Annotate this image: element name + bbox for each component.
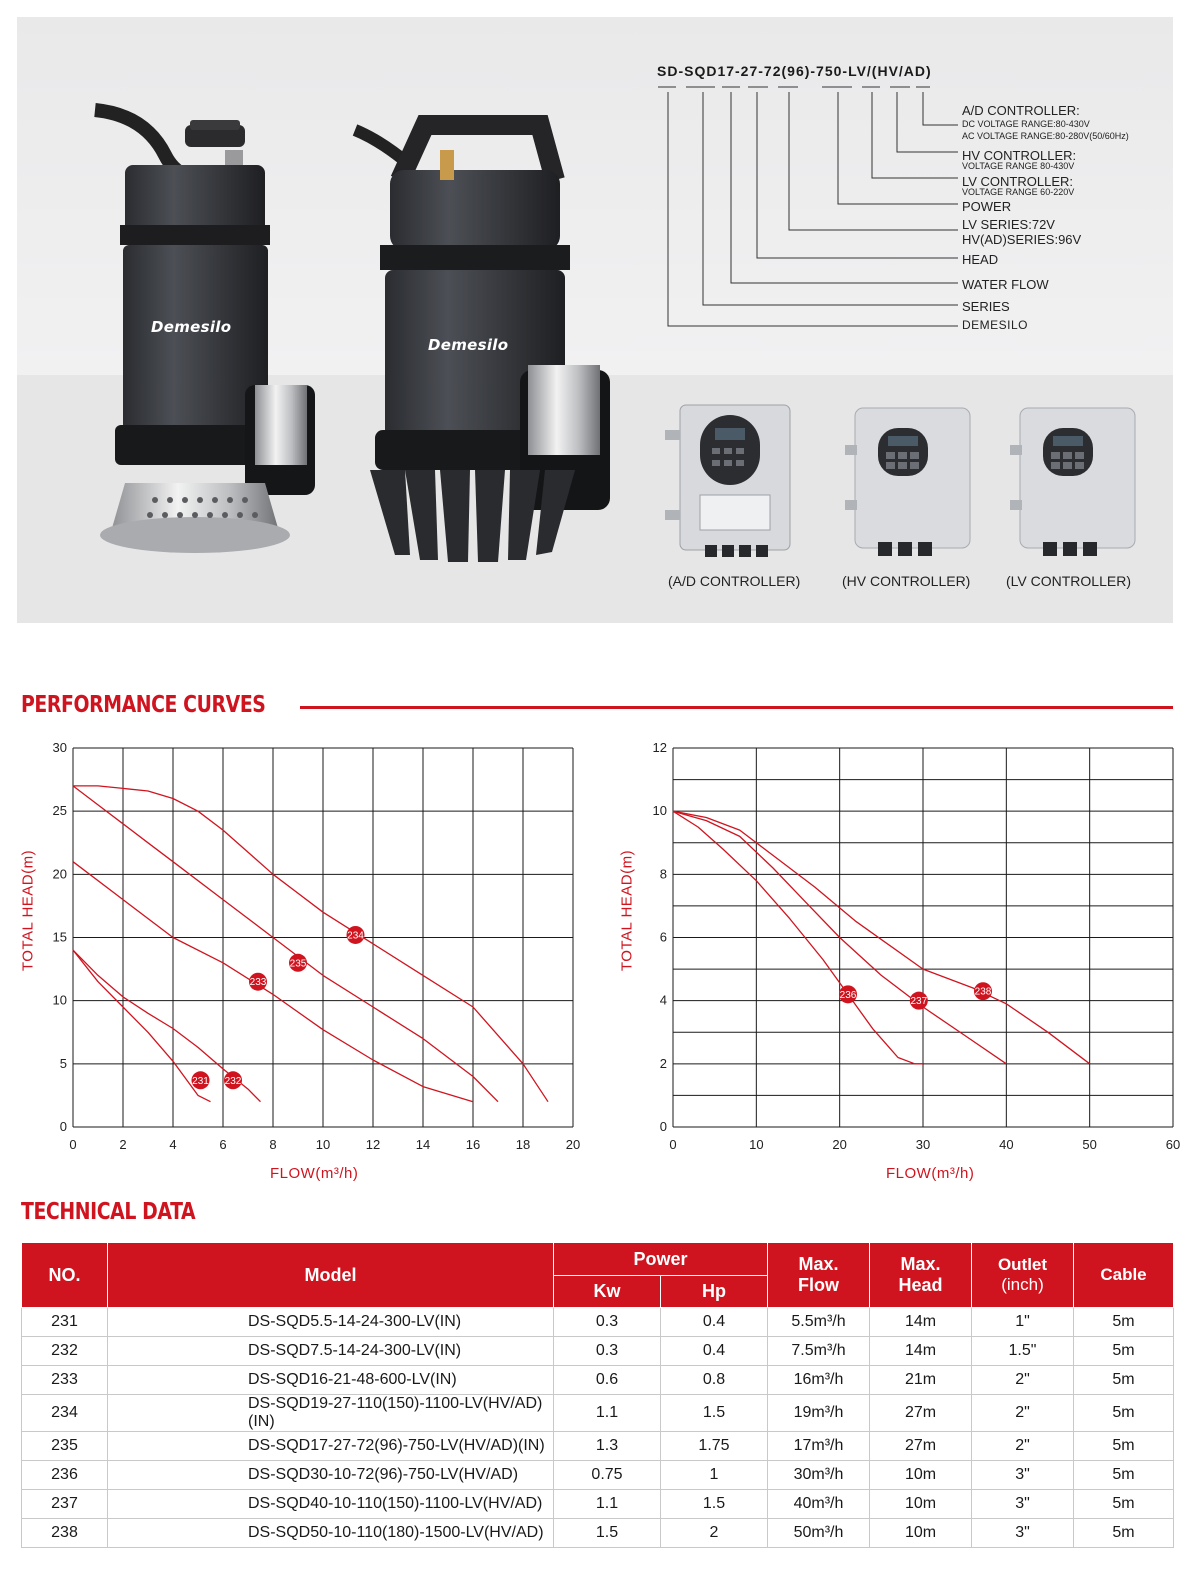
cell-model: DS-SQD30-10-72(96)-750-LV(HV/AD) <box>108 1461 554 1490</box>
y-tick-label: 5 <box>59 1055 67 1071</box>
cell-outlet: 2" <box>972 1432 1074 1461</box>
cell-model: DS-SQD5.5-14-24-300-LV(IN) <box>108 1308 554 1337</box>
cell-hp: 1.5 <box>661 1395 768 1432</box>
cell-outlet: 3" <box>972 1490 1074 1519</box>
y-tick-label: 4 <box>659 992 667 1008</box>
table-row <box>22 1519 1174 1548</box>
controller-label-ad: (A/D CONTROLLER) <box>668 573 801 589</box>
cell-cable: 5m <box>1074 1490 1174 1519</box>
x-tick-label: 4 <box>169 1137 177 1152</box>
controller-label-hv: (HV CONTROLLER) <box>842 573 971 589</box>
cell-flow: 19m³/h <box>768 1395 870 1432</box>
legend-lv-range: VOLTAGE RANGE 60-220V <box>962 187 1075 197</box>
cell-head: 10m <box>870 1461 972 1490</box>
cell-outlet: 3" <box>972 1519 1074 1548</box>
x-tick-label: 10 <box>749 1137 764 1152</box>
cell-kw: 0.75 <box>554 1461 661 1490</box>
cell-head: 27m <box>870 1395 972 1432</box>
cell-flow: 40m³/h <box>768 1490 870 1519</box>
cell-cable: 5m <box>1074 1461 1174 1490</box>
y-tick-label: 30 <box>52 740 67 755</box>
chart-left-xlabel: FLOW(m³/h) <box>270 1165 359 1182</box>
series-label-237: 237 <box>910 996 928 1008</box>
header-kw: Kw <box>554 1276 661 1308</box>
legend-demesilo: DEMESILO <box>962 318 1029 332</box>
header-max-head-line2: Head <box>898 1275 943 1295</box>
series-line-231 <box>73 950 211 1102</box>
chart-left-ylabel: TOTAL HEAD(m) <box>19 849 37 972</box>
cell-flow: 16m³/h <box>768 1366 870 1395</box>
y-tick-label: 15 <box>52 929 67 945</box>
cell-kw: 1.3 <box>554 1432 661 1461</box>
performance-chart-right <box>630 735 1190 1175</box>
cell-hp: 0.8 <box>661 1366 768 1395</box>
x-tick-label: 30 <box>915 1137 931 1152</box>
legend-ad-ac-range: AC VOLTAGE RANGE:80-280V(50/60Hz) <box>962 131 1129 141</box>
cell-kw: 0.3 <box>554 1308 661 1337</box>
cell-no: 238 <box>22 1519 108 1548</box>
legend-hv-controller: HV CONTROLLER: <box>962 148 1077 163</box>
legend-lv-controller: LV CONTROLLER: <box>962 174 1074 189</box>
table-row <box>22 1395 1174 1432</box>
y-tick-label: 2 <box>659 1055 667 1071</box>
cell-outlet: 1.5" <box>972 1337 1074 1366</box>
cell-head: 14m <box>870 1308 972 1337</box>
cell-hp: 1 <box>661 1461 768 1490</box>
cell-head: 21m <box>870 1366 972 1395</box>
cell-head: 27m <box>870 1432 972 1461</box>
x-tick-label: 0 <box>669 1137 677 1152</box>
legend-hv-series: HV(AD)SERIES:96V <box>962 232 1082 247</box>
y-tick-label: 0 <box>59 1119 67 1134</box>
cell-no: 237 <box>22 1490 108 1519</box>
x-tick-label: 14 <box>415 1137 431 1152</box>
cell-outlet: 2" <box>972 1366 1074 1395</box>
cell-hp: 2 <box>661 1519 768 1548</box>
cell-cable: 5m <box>1074 1366 1174 1395</box>
legend-hv-range: VOLTAGE RANGE 80-430V <box>962 161 1075 171</box>
x-tick-label: 8 <box>269 1137 277 1152</box>
y-tick-label: 10 <box>652 803 667 819</box>
x-tick-label: 0 <box>69 1137 77 1152</box>
technical-data-table <box>21 1242 1174 1548</box>
performance-curves-title: PERFORMANCE CURVES <box>21 692 266 718</box>
x-tick-label: 2 <box>119 1137 127 1152</box>
series-label-235: 235 <box>289 958 307 970</box>
legend-water-flow: WATER FLOW <box>962 277 1049 292</box>
cell-kw: 1.1 <box>554 1490 661 1519</box>
header-hp: Hp <box>661 1276 768 1308</box>
header-power: Power <box>554 1243 768 1276</box>
cell-cable: 5m <box>1074 1395 1174 1432</box>
controller-image-lv <box>1005 400 1145 560</box>
cell-model: DS-SQD16-21-48-600-LV(IN) <box>108 1366 554 1395</box>
cell-hp: 0.4 <box>661 1308 768 1337</box>
x-tick-label: 60 <box>1165 1137 1181 1152</box>
brand-logo-1: Demesilo <box>151 318 232 336</box>
y-tick-label: 25 <box>52 803 67 819</box>
header-model: Model <box>108 1243 554 1308</box>
cell-hp: 0.4 <box>661 1337 768 1366</box>
header-no: NO. <box>22 1243 108 1308</box>
header-outlet-line2: (inch) <box>1001 1275 1044 1294</box>
cell-model: DS-SQD50-10-110(180)-1500-LV(HV/AD) <box>108 1519 554 1548</box>
legend-series: SERIES <box>962 299 1010 314</box>
header-max-flow-line1: Max. <box>798 1254 839 1274</box>
section-divider <box>300 706 1173 709</box>
brand-logo-2: Demesilo <box>428 336 509 354</box>
header-max-head <box>870 1243 972 1308</box>
y-tick-label: 20 <box>52 866 67 882</box>
cell-no: 235 <box>22 1432 108 1461</box>
x-tick-label: 16 <box>465 1137 481 1152</box>
cell-cable: 5m <box>1074 1337 1174 1366</box>
table-row <box>22 1308 1174 1337</box>
table-row <box>22 1366 1174 1395</box>
table-row <box>22 1490 1174 1519</box>
controller-label-lv: (LV CONTROLLER) <box>1006 573 1131 589</box>
cell-flow: 50m³/h <box>768 1519 870 1548</box>
legend-ad-dc-range: DC VOLTAGE RANGE:80-430V <box>962 119 1090 129</box>
chart-right-xlabel: FLOW(m³/h) <box>886 1165 975 1182</box>
cell-model: DS-SQD19-27-110(150)-1100-LV(HV/AD)(IN) <box>108 1395 554 1432</box>
controller-image-hv <box>840 400 980 560</box>
table-row <box>22 1461 1174 1490</box>
series-label-234: 234 <box>347 930 364 942</box>
y-tick-label: 6 <box>659 929 667 945</box>
cell-cable: 5m <box>1074 1519 1174 1548</box>
cell-cable: 5m <box>1074 1308 1174 1337</box>
x-tick-label: 18 <box>515 1137 531 1152</box>
cell-no: 236 <box>22 1461 108 1490</box>
cell-outlet: 2" <box>972 1395 1074 1432</box>
cell-outlet: 1" <box>972 1308 1074 1337</box>
table-row <box>22 1432 1174 1461</box>
y-tick-label: 12 <box>652 740 667 755</box>
cell-no: 233 <box>22 1366 108 1395</box>
performance-chart-left <box>30 735 590 1175</box>
series-label-231: 231 <box>192 1075 209 1087</box>
cell-flow: 30m³/h <box>768 1461 870 1490</box>
legend-ad-controller: A/D CONTROLLER: <box>962 103 1080 118</box>
cell-hp: 1.75 <box>661 1432 768 1461</box>
controller-image-ad <box>660 400 800 560</box>
cell-flow: 7.5m³/h <box>768 1337 870 1366</box>
x-tick-label: 20 <box>832 1137 847 1152</box>
series-label-238: 238 <box>974 986 992 998</box>
series-label-236: 236 <box>839 989 857 1001</box>
legend-power: POWER <box>962 199 1012 214</box>
cell-head: 10m <box>870 1490 972 1519</box>
cell-hp: 1.5 <box>661 1490 768 1519</box>
table-row <box>22 1337 1174 1366</box>
cell-outlet: 3" <box>972 1461 1074 1490</box>
x-tick-label: 12 <box>365 1137 381 1152</box>
legend-lv-series: LV SERIES:72V <box>962 217 1055 232</box>
series-label-232: 232 <box>224 1075 242 1087</box>
legend-head: HEAD <box>962 252 999 267</box>
cell-no: 234 <box>22 1395 108 1432</box>
header-cable: Cable <box>1074 1243 1174 1308</box>
x-tick-label: 50 <box>1082 1137 1097 1152</box>
x-tick-label: 40 <box>999 1137 1014 1152</box>
y-tick-label: 8 <box>659 866 667 882</box>
cell-flow: 17m³/h <box>768 1432 870 1461</box>
series-line-234 <box>73 786 548 1102</box>
cell-model: DS-SQD7.5-14-24-300-LV(IN) <box>108 1337 554 1366</box>
cell-kw: 1.5 <box>554 1519 661 1548</box>
cell-flow: 5.5m³/h <box>768 1308 870 1337</box>
cell-kw: 0.6 <box>554 1366 661 1395</box>
header-max-head-line1: Max. <box>900 1254 941 1274</box>
cell-no: 231 <box>22 1308 108 1337</box>
cell-kw: 1.1 <box>554 1395 661 1432</box>
series-label-233: 233 <box>249 977 267 989</box>
header-outlet <box>972 1243 1074 1308</box>
series-line-235 <box>73 786 498 1102</box>
header-max-flow <box>768 1243 870 1308</box>
model-code-title: SD-SQD17-27-72(96)-750-LV/(HV/AD) <box>657 63 932 79</box>
cell-cable: 5m <box>1074 1432 1174 1461</box>
cell-head: 10m <box>870 1519 972 1548</box>
x-tick-label: 10 <box>315 1137 331 1152</box>
cell-no: 232 <box>22 1337 108 1366</box>
header-max-flow-line2: Flow <box>798 1275 839 1295</box>
y-tick-label: 0 <box>659 1119 667 1134</box>
cell-head: 14m <box>870 1337 972 1366</box>
chart-right-ylabel: TOTAL HEAD(m) <box>618 849 636 972</box>
cell-kw: 0.3 <box>554 1337 661 1366</box>
x-tick-label: 20 <box>565 1137 581 1152</box>
y-tick-label: 10 <box>52 992 67 1008</box>
cell-model: DS-SQD40-10-110(150)-1100-LV(HV/AD) <box>108 1490 554 1519</box>
technical-data-title: TECHNICAL DATA <box>21 1199 196 1225</box>
x-tick-label: 6 <box>219 1137 227 1152</box>
header-outlet-line1: Outlet <box>997 1255 1048 1274</box>
cell-model: DS-SQD17-27-72(96)-750-LV(HV/AD)(IN) <box>108 1432 554 1461</box>
